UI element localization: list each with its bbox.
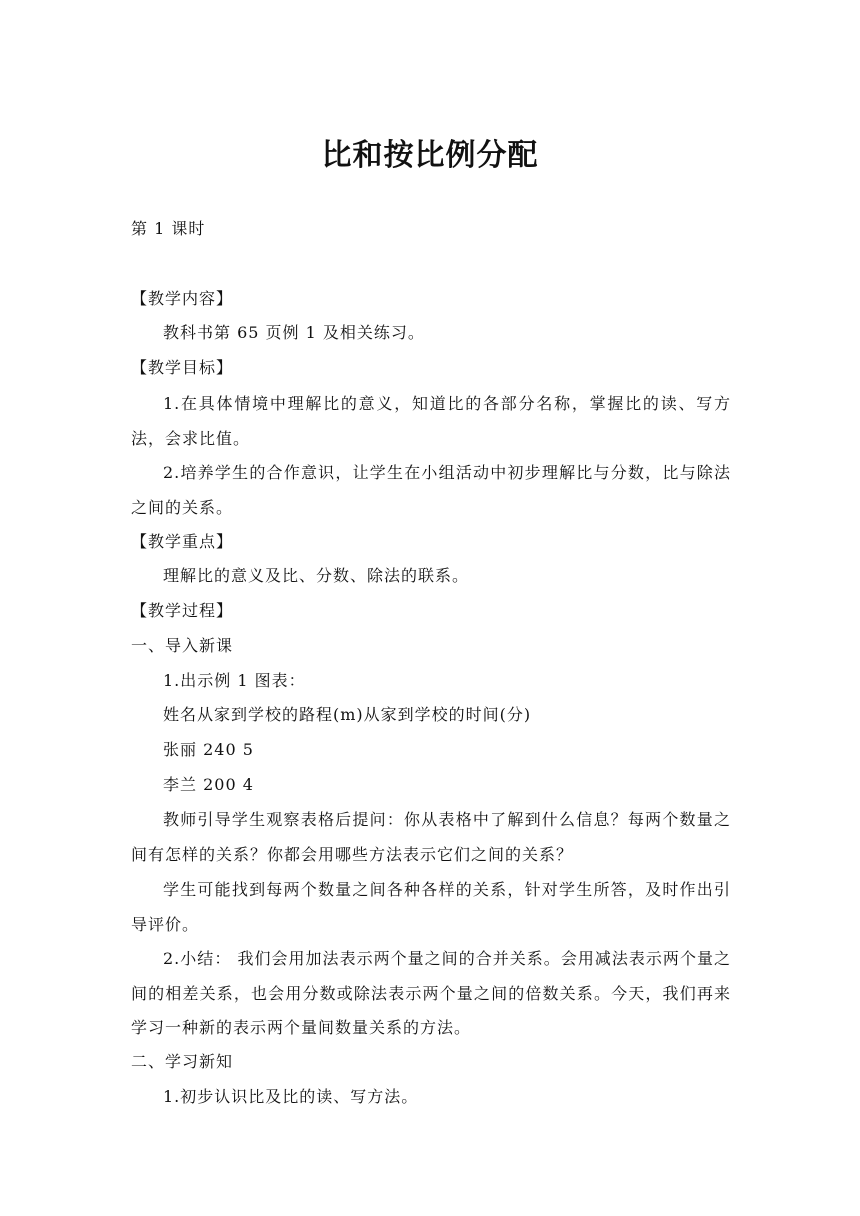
session-label: 第 1 课时 bbox=[131, 219, 206, 238]
heading-teaching-goals: 【教学目标】 bbox=[131, 358, 234, 377]
table-row-zhangli: 张丽 240 5 bbox=[163, 740, 254, 759]
heading-teaching-content: 【教学内容】 bbox=[131, 289, 234, 308]
key-points-text: 理解比的意义及比、分数、除法的联系。 bbox=[163, 566, 470, 585]
teacher-question-paragraph: 教师引导学生观察表格后提问：你从表格中了解到什么信息？每两个数量之间有怎样的关系？你都会用哪些方法表示它们之间的关系？ bbox=[131, 810, 731, 864]
step-1-text: 1.出示例 1 图表： bbox=[163, 671, 306, 690]
heading-key-points: 【教学重点】 bbox=[131, 532, 234, 551]
teaching-content-text: 教科书第 65 页例 1 及相关练习。 bbox=[163, 323, 425, 342]
goal-2-paragraph: 2.培养学生的合作意识，让学生在小组活动中初步理解比与分数，比与除法之间的关系。 bbox=[131, 463, 731, 517]
heading-teaching-process: 【教学过程】 bbox=[131, 601, 234, 620]
goal-1-paragraph: 1.在具体情境中理解比的意义，知道比的各部分名称，掌握比的读、写方法，会求比值。 bbox=[131, 394, 731, 448]
summary-paragraph: 2.小结： 我们会用加法表示两个量之间的合并关系。会用减法表示两个量之间的相差关系，也会用分数或除法表示两个量之间的倍数关系。今天，我们再来学习一种新的表示两个量间数量关系的方法。 bbox=[131, 949, 731, 1037]
step-2-text: 1.初步认识比及比的读、写方法。 bbox=[163, 1087, 419, 1106]
table-row-lilan: 李兰 200 4 bbox=[163, 775, 254, 794]
section-2-heading: 二、学习新知 bbox=[131, 1052, 234, 1071]
student-response-paragraph: 学生可能找到每两个数量之间各种各样的关系，针对学生所答，及时作出引导评价。 bbox=[131, 880, 731, 934]
table-header-line: 姓名从家到学校的路程(m)从家到学校的时间(分) bbox=[163, 705, 532, 724]
section-1-heading: 一、导入新课 bbox=[131, 636, 234, 655]
document-title: 比和按比例分配 bbox=[321, 138, 539, 173]
